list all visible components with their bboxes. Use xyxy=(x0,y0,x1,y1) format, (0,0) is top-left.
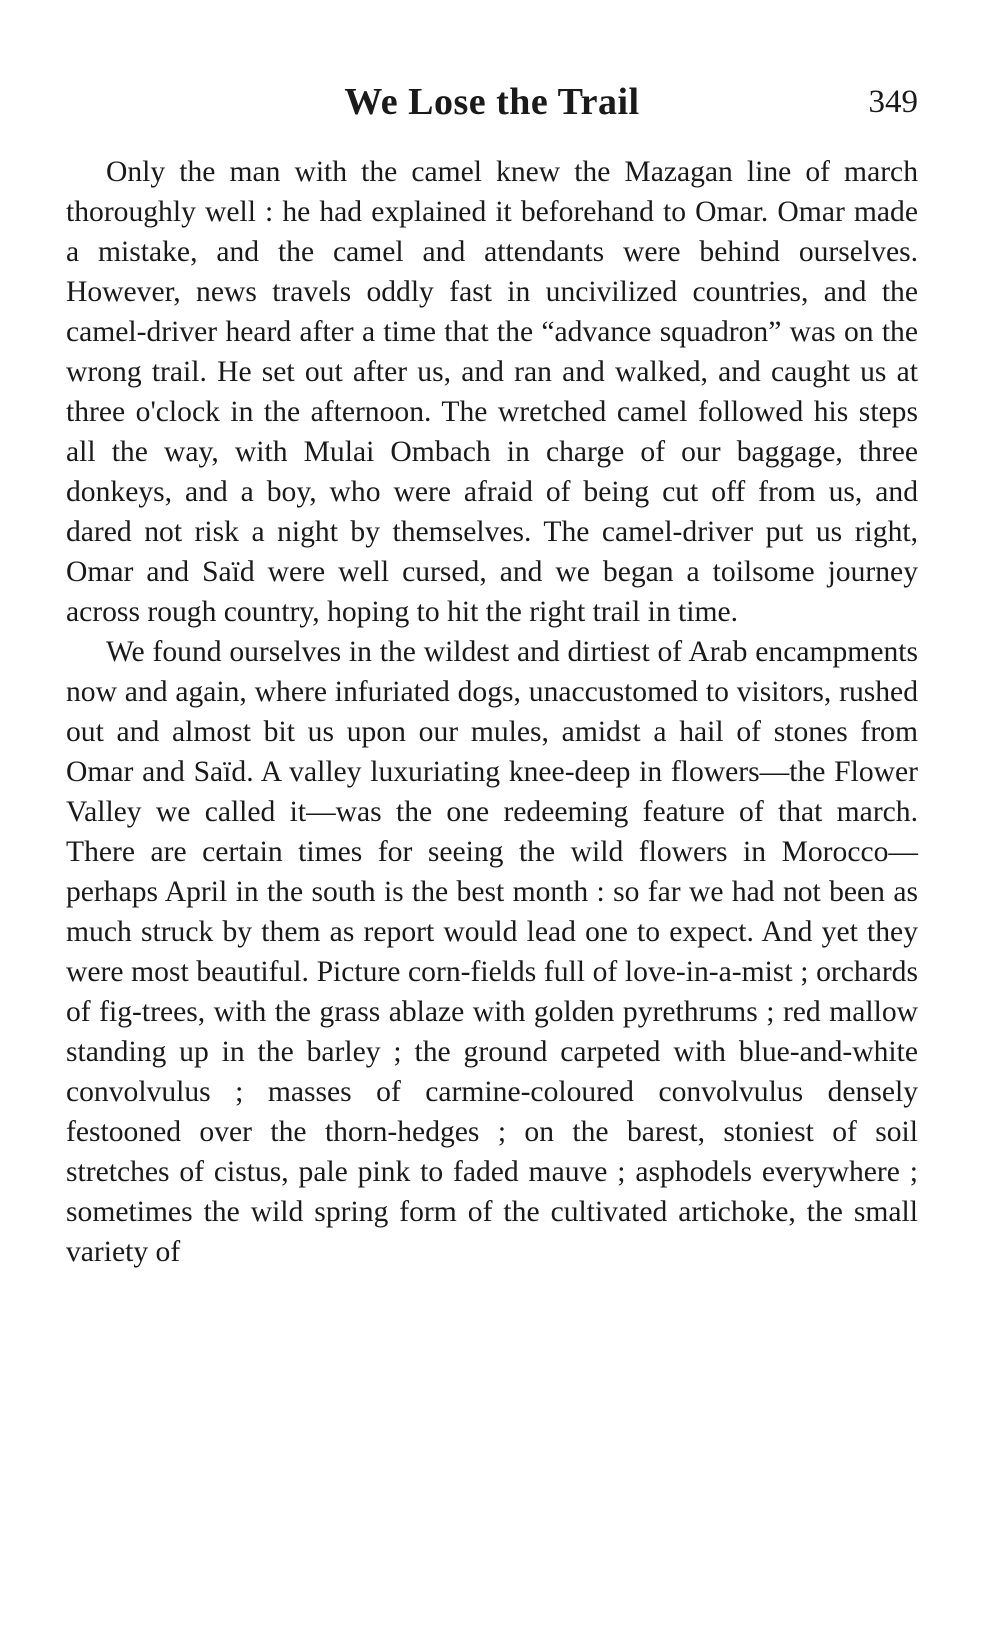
page-number: 349 xyxy=(868,84,918,120)
book-page xyxy=(66,60,918,1272)
body-text xyxy=(66,152,918,1272)
paragraph-1: Only the man with the camel knew the Mazagan line of march thoroughly well : he had explained it beforehand to Omar. Omar made a mistake, and the camel and attendants were behind ourselves. However, news travels oddly fast in uncivilized countries, and the camel-driver heard after a time that the “advance squadron” was on the wrong trail. He set out after us, and ran and walked, and caught us at three o'clock in the afternoon. The wretched camel followed his steps all the way, with Mulai Ombach in charge of our baggage, three donkeys, and a boy, who were afraid of being cut off from us, and dared not risk a night by themselves. The camel-driver put us right, Omar and Saïd were well cursed, and we began a toilsome journey across rough country, hoping to hit the right trail in time. xyxy=(66,156,918,628)
running-title: We Lose the Trail xyxy=(344,81,640,123)
page-header xyxy=(66,60,918,140)
paragraph-2: We found ourselves in the wildest and dirtiest of Arab encampments now and again, where infuriated dogs, unaccustomed to visitors, rushed out and almost bit us upon our mules, amidst a hail of stones from Omar and Saïd. A valley luxuriating knee-deep in flowers—the Flower Valley we called it—was the one redeeming feature of that march. There are certain times for seeing the wild flowers in Morocco—perhaps April in the south is the best month : so far we had not been as much struck by them as report would lead one to expect. And yet they were most beautiful. Picture corn-fields full of love-in-a-mist ; orchards of fig-trees, with the grass ablaze with golden pyrethrums ; red mallow standing up in the barley ; the ground carpeted with blue-and-white convolvulus ; masses of carmine-coloured convolvulus densely festooned over the thorn-hedges ; on the barest, stoniest of soil stretches of cistus, pale pink to faded mauve ; asphodels everywhere ; sometimes the wild spring form of the cultivated artichoke, the small variety of xyxy=(66,636,918,1268)
